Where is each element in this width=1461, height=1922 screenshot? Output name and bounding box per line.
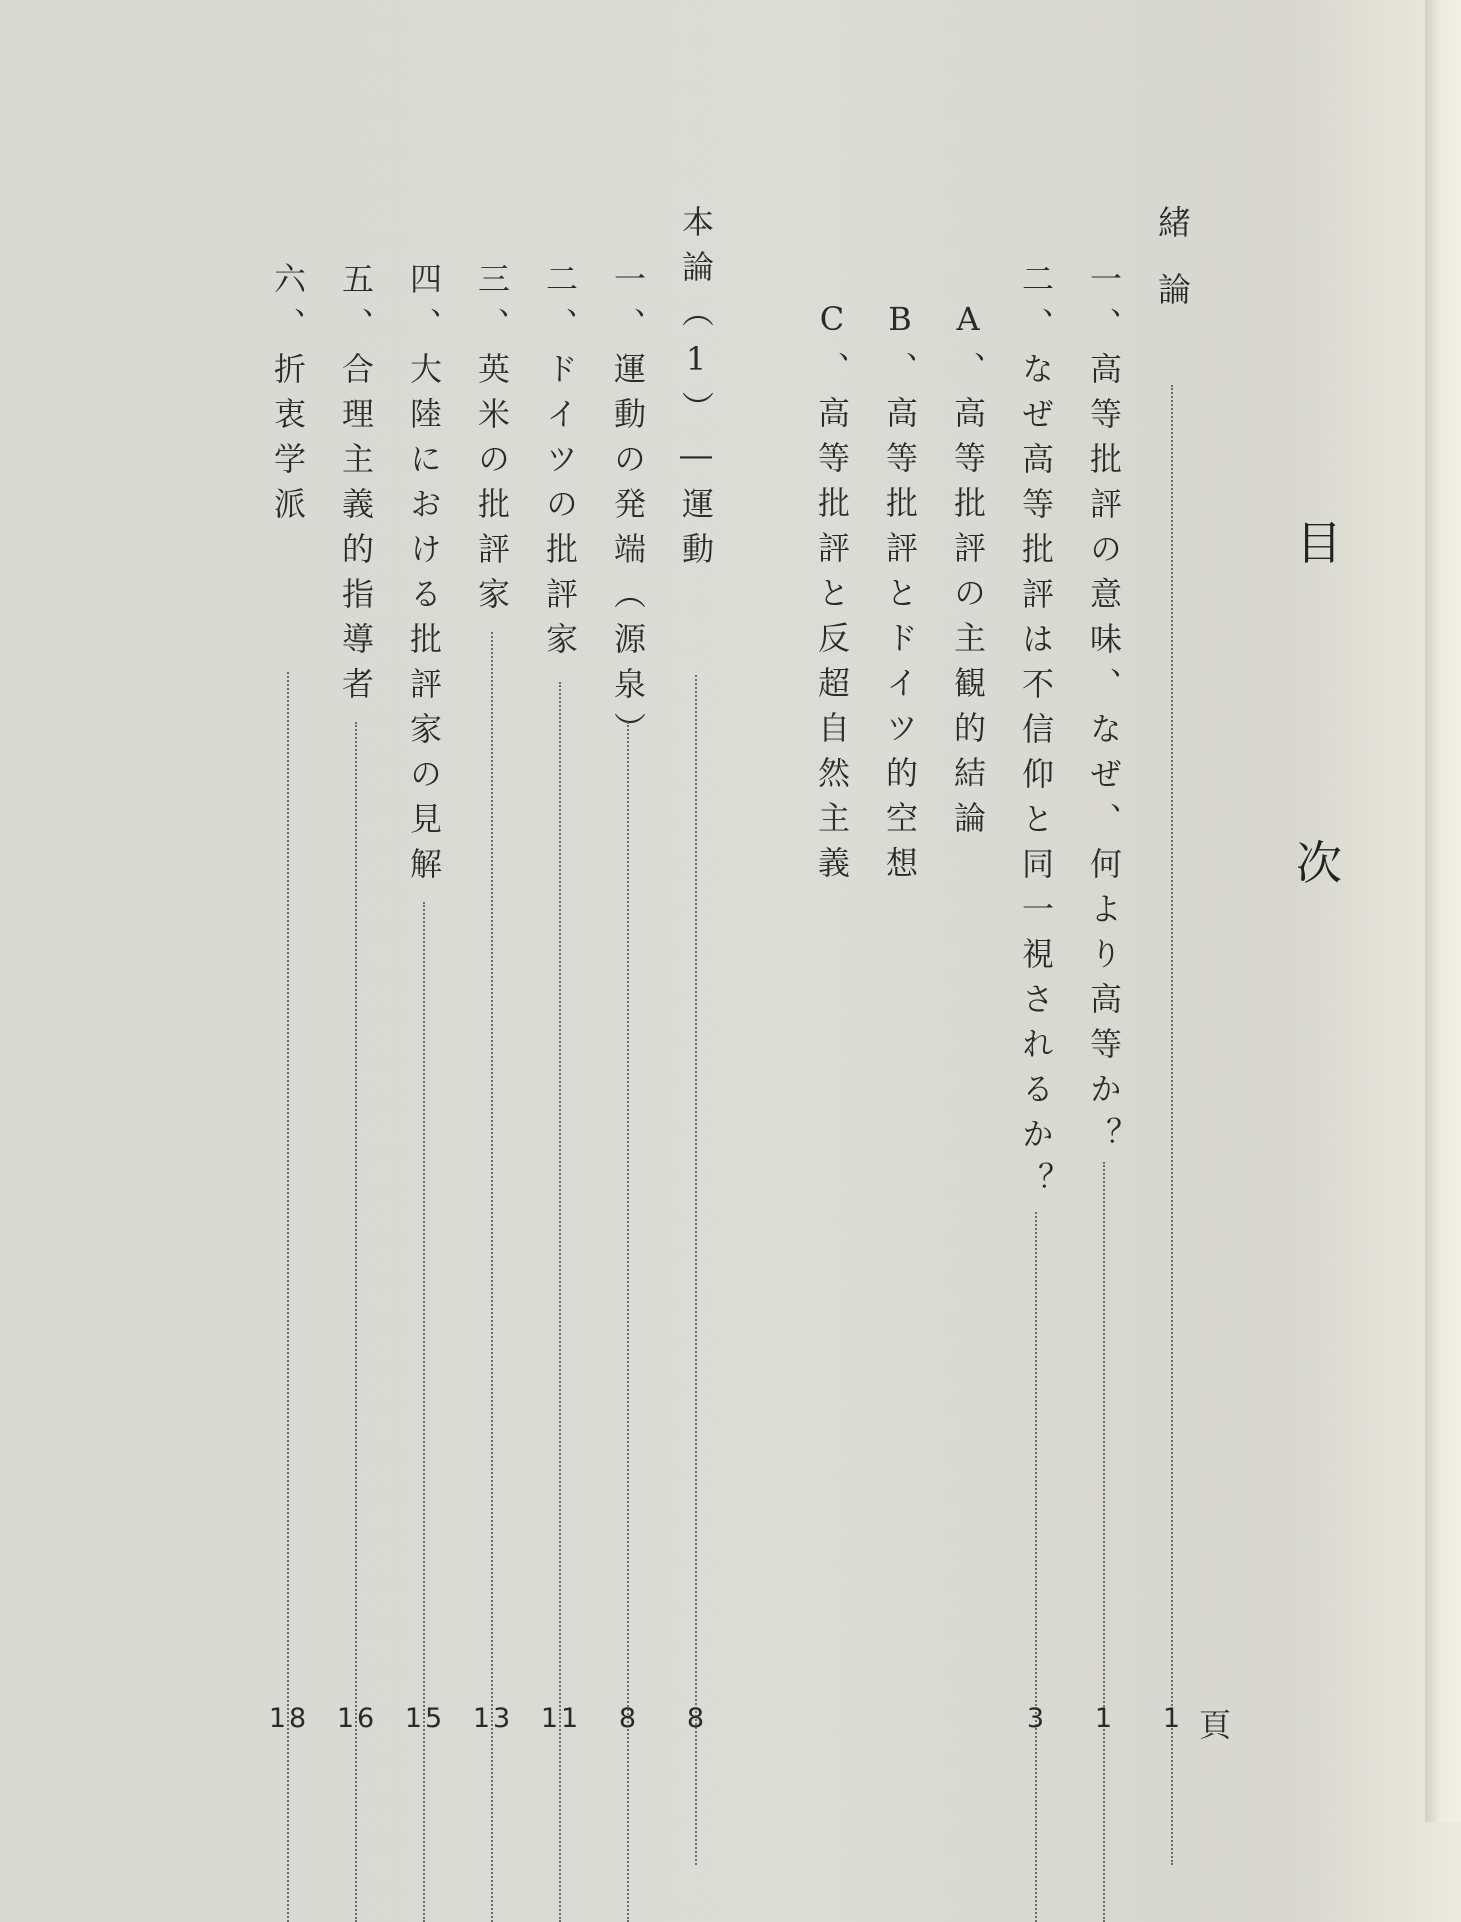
page-number: 15 [404, 1703, 446, 1734]
entry-text: 四、大陸における批評家の見解 [405, 262, 443, 892]
entry-text: 三、英米の批評家 [473, 262, 511, 622]
entry-text: 緒論 [1153, 205, 1192, 339]
page-unit-label: 頁 [1199, 1706, 1232, 1744]
entry-text: 一、運動の発端（源泉） [609, 262, 647, 757]
dot-leader [1035, 1212, 1037, 1922]
entry-text: B、高等批評とドイツ的空想 [881, 300, 919, 891]
entry-text: 五、合理主義的指導者 [337, 262, 375, 712]
entry-text: 二、なぜ高等批評は不信仰と同一視されるか？ [1017, 262, 1055, 1207]
dot-leader [1103, 1162, 1105, 1922]
dot-leader [423, 902, 425, 1922]
dot-leader [695, 675, 697, 1865]
dot-leader [1171, 385, 1173, 1865]
page-number: 11 [540, 1703, 582, 1734]
page-number: 16 [336, 1703, 378, 1734]
dot-leader [355, 722, 357, 1922]
page-number: 1 [1162, 1703, 1184, 1734]
page-number: 8 [618, 1703, 640, 1734]
toc-title-char-1: 目 [1296, 516, 1342, 570]
entry-text: 一、高等批評の意味、なぜ、何より高等か？ [1085, 262, 1123, 1162]
page-edge [1425, 0, 1461, 1822]
page-number: 1 [1094, 1703, 1116, 1734]
page-number: 8 [686, 1703, 708, 1734]
entry-text: 六、折衷学派 [269, 262, 307, 532]
page-number: 18 [268, 1703, 310, 1734]
page-number: 3 [1026, 1703, 1048, 1734]
entry-text: C、高等批評と反超自然主義 [813, 300, 851, 891]
entry-text: 二、ドイツの批評家 [541, 262, 579, 667]
page-number: 13 [472, 1703, 514, 1734]
dot-leader [287, 672, 289, 1922]
entry-text: 本論（1）―運動 [677, 205, 715, 577]
toc-title-char-2: 次 [1296, 836, 1342, 890]
dot-leader [559, 682, 561, 1922]
entry-text: A、高等批評の主観的結論 [949, 300, 987, 846]
dot-leader [627, 722, 629, 1922]
